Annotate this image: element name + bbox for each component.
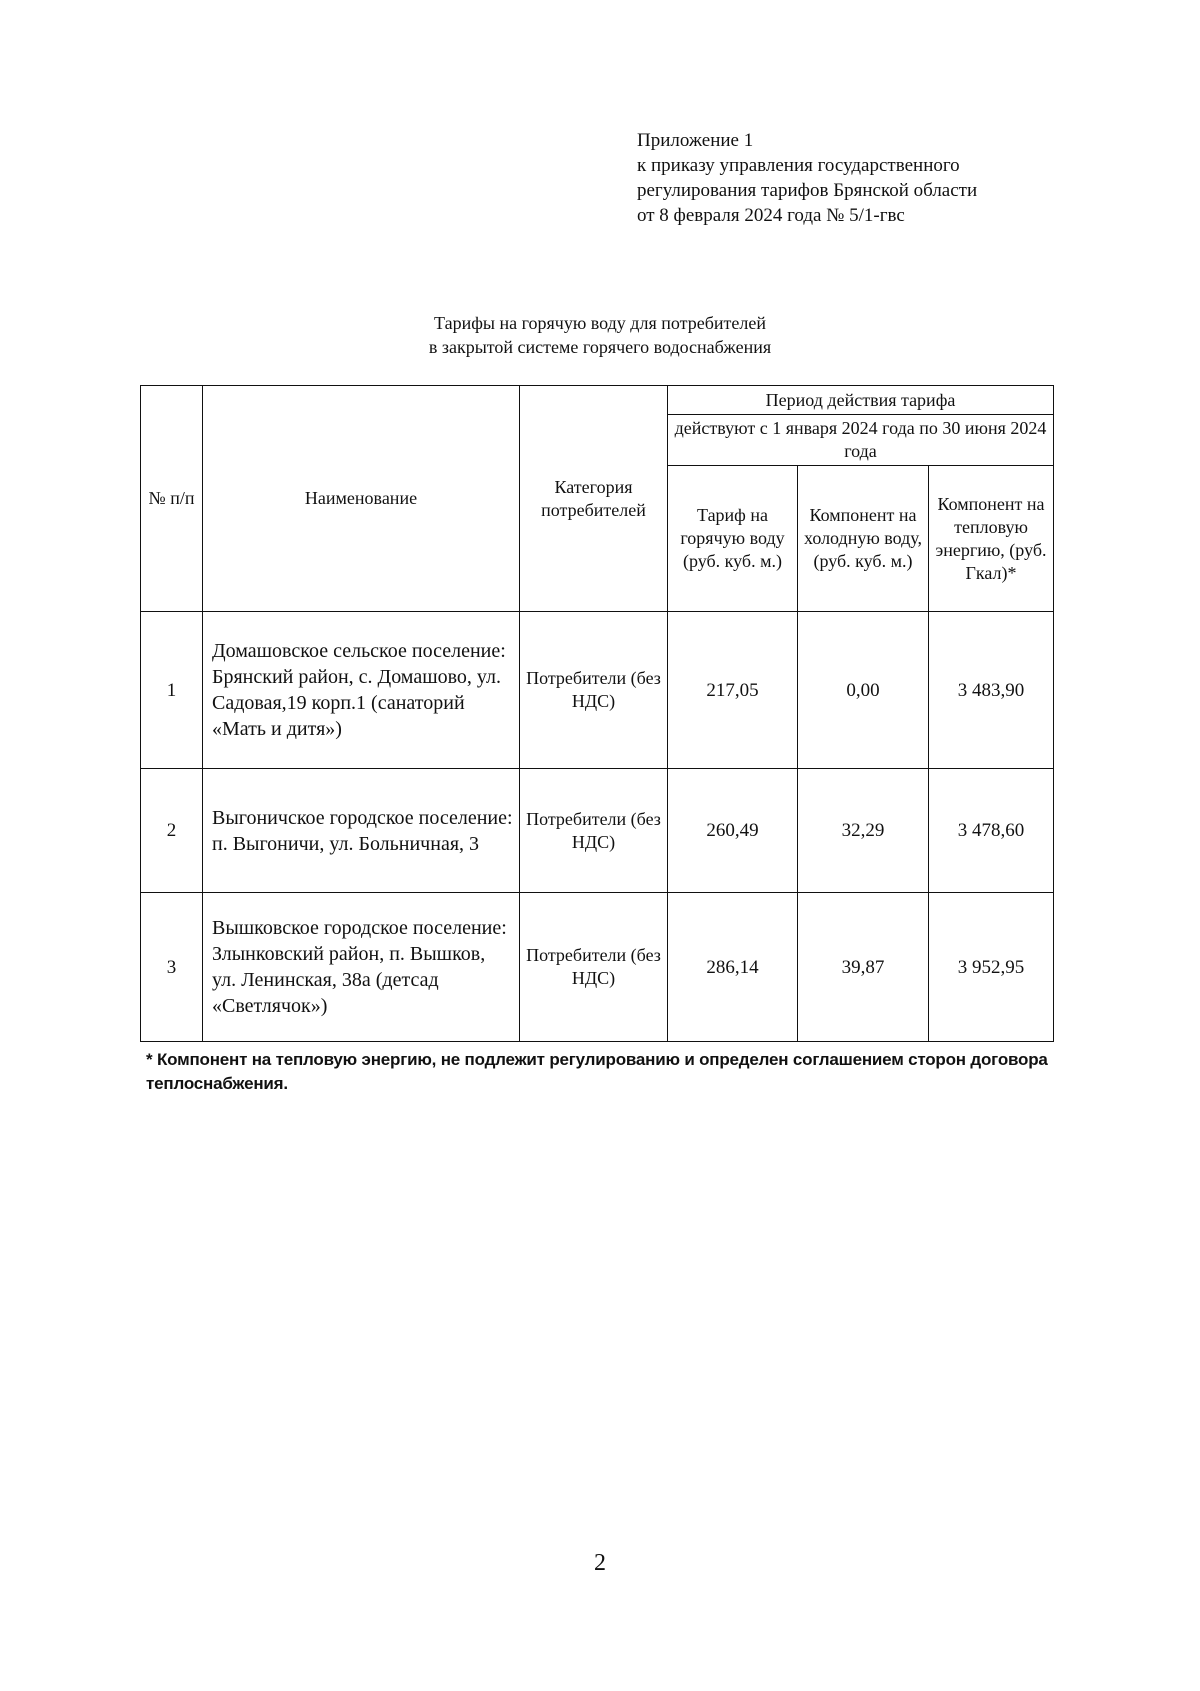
table-row	[141, 769, 1054, 893]
row-thermal: 3 952,95	[929, 893, 1054, 1042]
footnote: * Компонент на тепловую энергию, не подлежит регулированию и определен соглашением сторон договора теплоснабжения.	[146, 1050, 1048, 1093]
row-cold-water: 0,00	[798, 612, 929, 769]
table-row	[141, 612, 1054, 769]
row-tariff: 260,49	[668, 769, 798, 893]
row-thermal: 3 483,90	[929, 612, 1054, 769]
row-name: Вышковское городское поселение: Злынковский район, п. Вышков, ул. Ленинская, 38а (детсад «Светлячок»)	[203, 893, 520, 1042]
row-tariff: 286,14	[668, 893, 798, 1042]
row-thermal: 3 478,60	[929, 769, 1054, 893]
row-cold-water: 39,87	[798, 893, 929, 1042]
row-category: Потребители (без НДС)	[520, 893, 668, 1042]
appendix-line: от 8 февраля 2024 года № 5/1-гвс	[637, 205, 905, 226]
row-number: 3	[141, 893, 203, 1042]
row-name: Домашовское сельское поселение: Брянский район, с. Домашово, ул. Садовая,19 корп.1 (санаторий «Мать и дитя»)	[203, 612, 520, 769]
tariff-table	[140, 385, 1054, 1042]
header-period: Период действия тарифа	[668, 386, 1054, 415]
appendix-line: регулирования тарифов Брянской области	[637, 180, 978, 201]
header-tariff: Тариф на горячую воду (руб. куб. м.)	[668, 466, 798, 612]
row-tariff: 217,05	[668, 612, 798, 769]
page-number: 2	[594, 1550, 606, 1576]
appendix-line: Приложение 1	[637, 130, 754, 151]
table-header-row	[141, 386, 1054, 415]
header-thermal: Компонент на тепловую энергию, (руб. Гкал)*	[929, 466, 1054, 612]
table-title	[340, 311, 860, 359]
table-title-line: Тарифы на горячую воду для потребителей	[434, 313, 766, 333]
table-title-line: в закрытой системе горячего водоснабжения	[428, 337, 772, 357]
header-period-dates: действуют с 1 января 2024 года по 30 июня 2024 года	[668, 415, 1054, 466]
row-number: 2	[141, 769, 203, 893]
header-cold-water: Компонент на холодную воду, (руб. куб. м.)	[798, 466, 929, 612]
row-cold-water: 32,29	[798, 769, 929, 893]
header-number: № п/п	[141, 386, 203, 612]
row-name: Выгоничское городское поселение: п. Выгоничи, ул. Больничная, 3	[203, 769, 520, 893]
row-number: 1	[141, 612, 203, 769]
row-category: Потребители (без НДС)	[520, 612, 668, 769]
row-category: Потребители (без НДС)	[520, 769, 668, 893]
appendix-reference	[637, 128, 977, 228]
header-category: Категория потребителей	[520, 386, 668, 612]
appendix-line: к приказу управления государственного	[637, 155, 960, 176]
table-row	[141, 893, 1054, 1042]
header-name: Наименование	[203, 386, 520, 612]
